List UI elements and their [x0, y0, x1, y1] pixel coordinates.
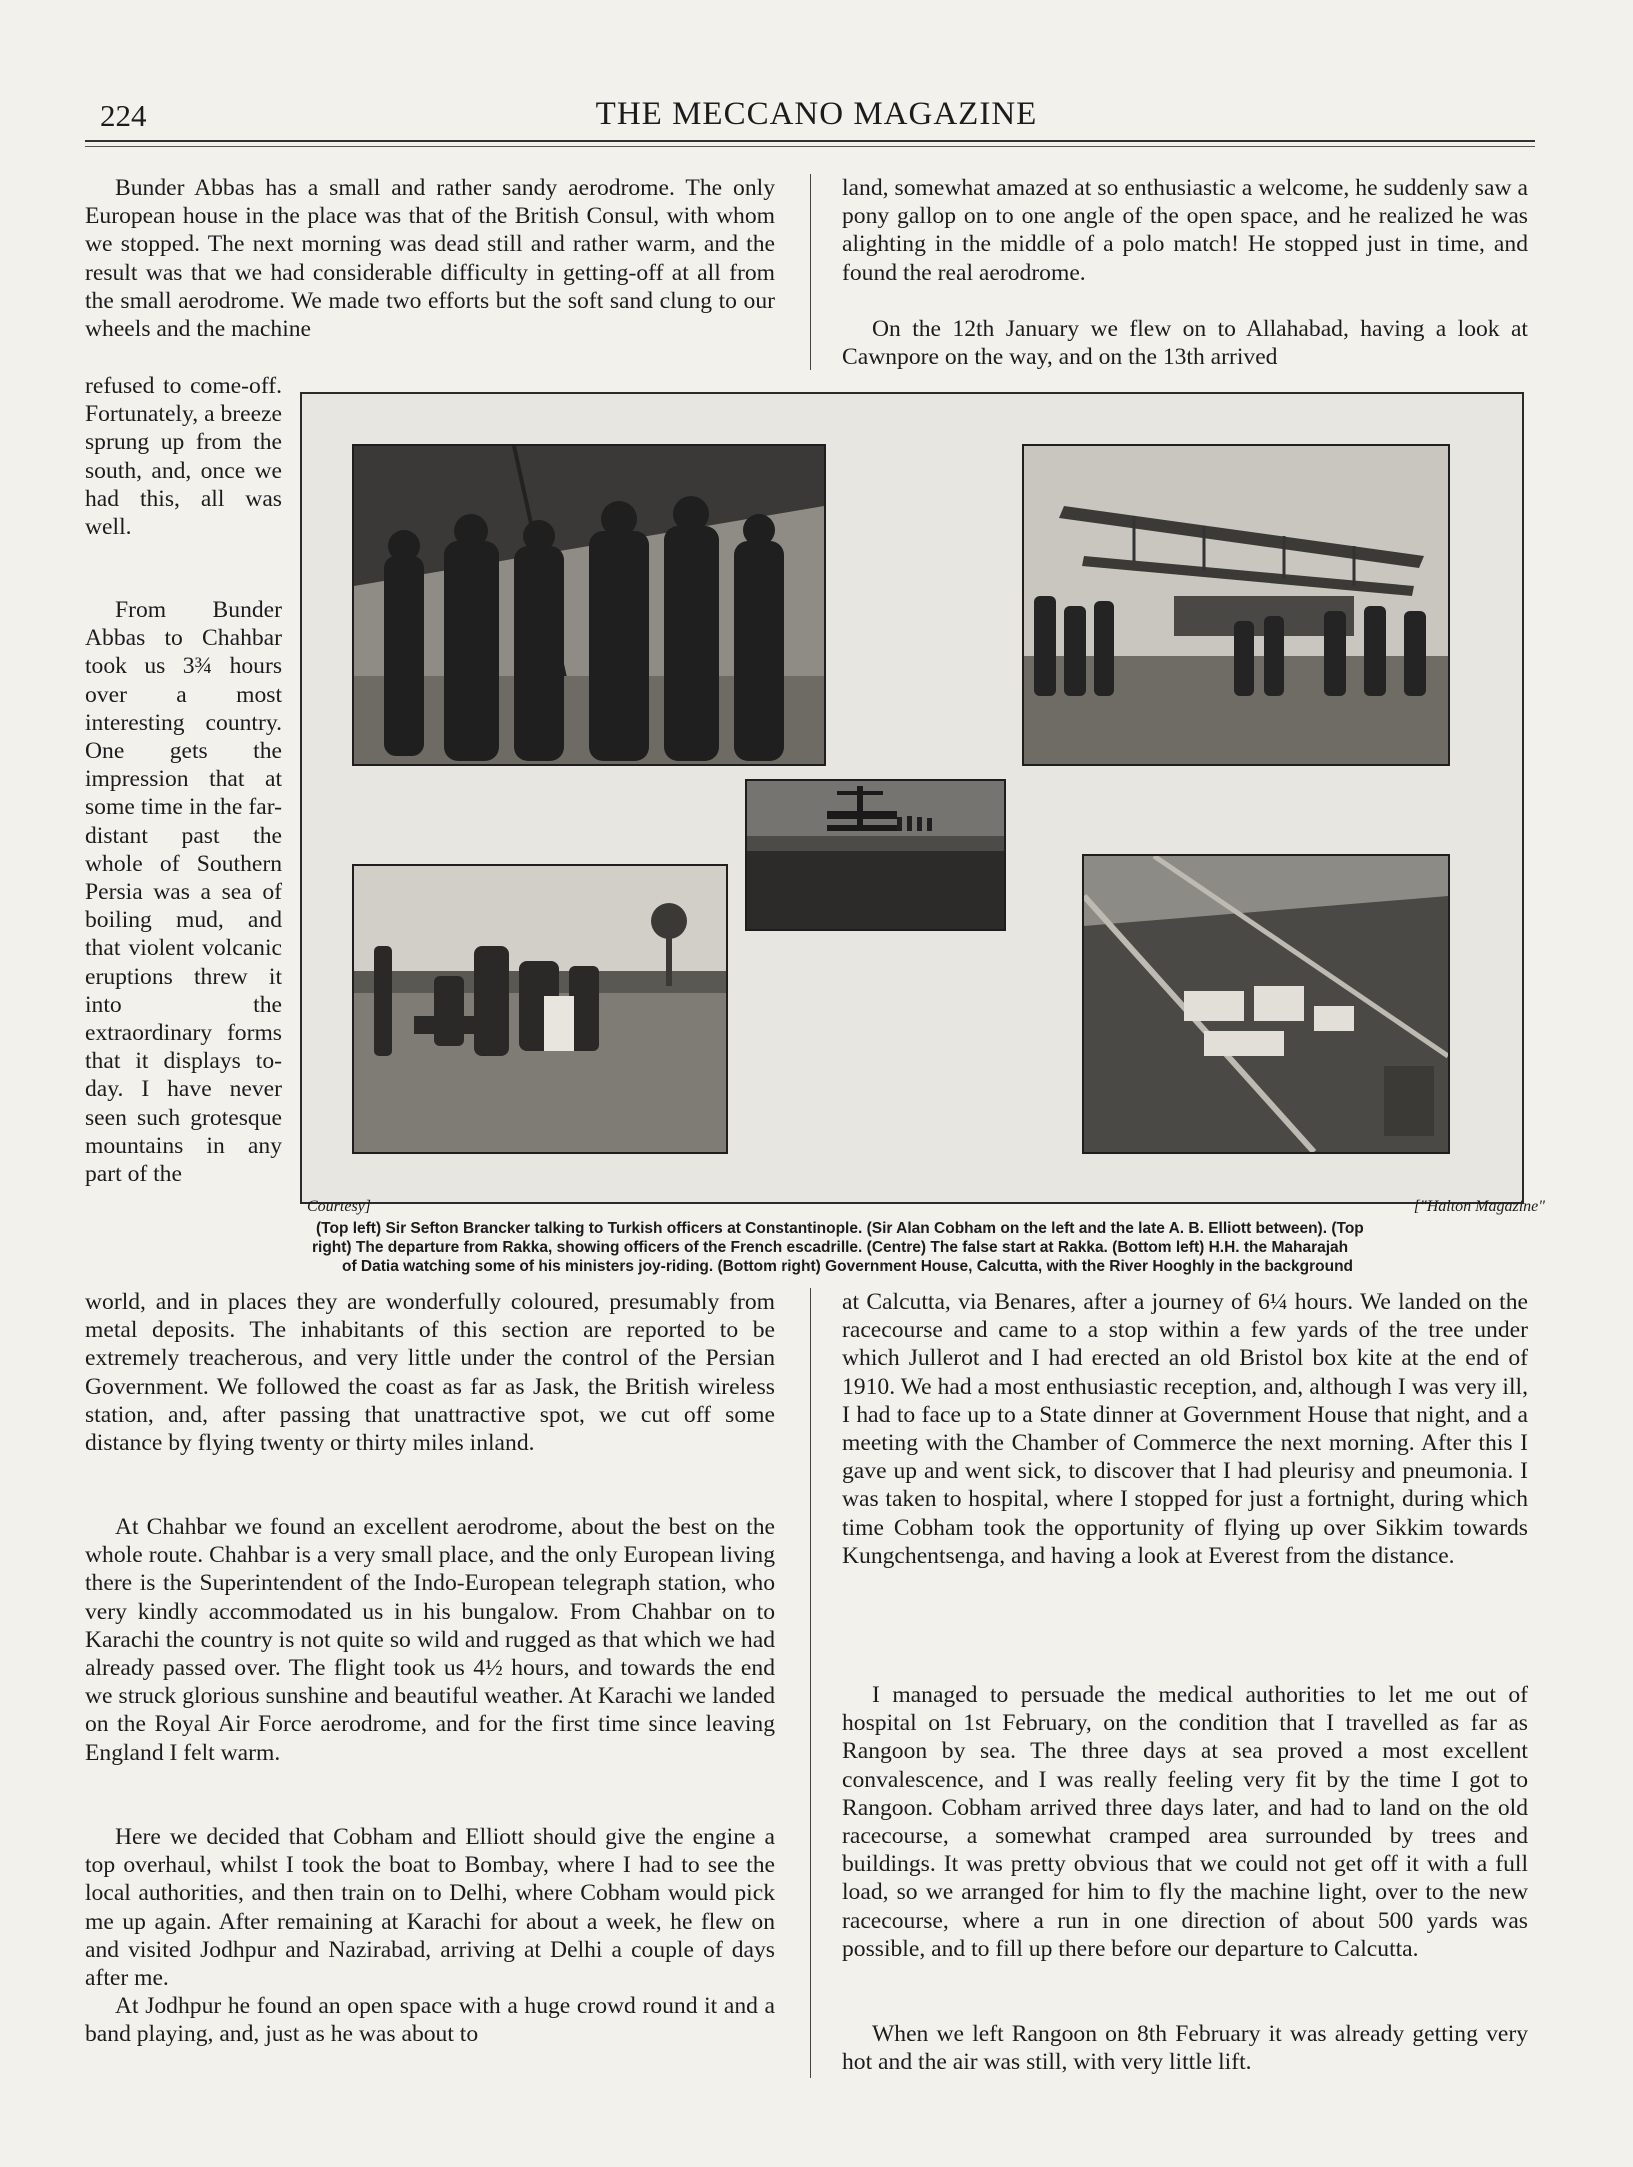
photo-maharajah-datia: [352, 864, 728, 1154]
paragraph-calcutta: at Calcutta, via Benares, after a journey of 6¼ hours. We landed on the racecourse and came to a stop within a few yards of the tree under which Jullerot and I had erected an old Bristol box kite at the end of 1910. We had a most enthusiastic reception, and, although I was very ill, I had to face up to a State dinner at Government House that night, and a meeting with the Chamber of Commerce the next morning. After this I gave up and went sick, to discover that I had pleurisy and pneumonia. I was taken to hospital, where I stopped for just a fortnight, during which time Cobham took the opportunity of flying up over Sikkim towards Kungchentsenga, and having a look at Everest from the distance.: [842, 1289, 1528, 1569]
photo-government-house-calcutta: [1082, 854, 1450, 1154]
photo-departure-rakka: [1022, 444, 1450, 766]
photo-credit-courtesy: Courtesy]: [307, 1198, 371, 1215]
paragraph-bunder-abbas: Bunder Abbas has a small and rather sandy aerodrome. The only European house in the place was that of the British Consul, with whom we stopped. The next morning was dead still and rather warm, and the result was that we had considerable difficulty in getting-off at all from the small aerodrome. We made two efforts but the soft sand clung to our wheels and the machine: [85, 175, 775, 343]
caption-line-1: (Top left) Sir Sefton Brancker talking to Turkish officers at Constantinople. (Sir Alan Cobham on the left and the late A. B. Elliott between). (Top: [316, 1220, 1364, 1237]
photo-collage: [300, 392, 1524, 1204]
header-rule: [85, 140, 1535, 142]
figure-caption: [312, 1219, 1522, 1276]
photo-credit-source: ["Halton Magazine": [1413, 1198, 1545, 1215]
paragraph-polo-match: land, somewhat amazed at so enthusiastic a welcome, he suddenly saw a pony gallop on to one angle of the open space, and he realized he was alighting in the middle of a polo match! He stopped just in time, and found the real aerodrome.: [842, 175, 1528, 286]
paragraph-chahbar-flight: From Bunder Abbas to Chahbar took us 3¾ hours over a most interesting country. One gets the impression that at some time in the far-distant past the whole of Southern Persia was a sea of boiling mud, and that violent volcanic eruptions threw it into the extraordinary forms that it displays to-day. I have never seen such grotesque mountains in any part of the: [85, 597, 282, 1188]
paragraph-karachi-overhaul: Here we decided that Cobham and Elliott should give the engine a top overhaul, whilst I took the boat to Bombay, where I had to see the local authorities, and then train on to Delhi, where Cobham would pick me up again. After remaining at Karachi for about a week, he flew on and visited Jodhpur and Nazirabad, arriving at Delhi a couple of days after me.: [85, 1824, 775, 1992]
paragraph-rangoon: I managed to persuade the medical authorities to let me out of hospital on 1st February, on the condition that I travelled as far as Rangoon by sea. The three days at sea proved a most excellent convalescence, and I was really feeling very fit by the time I got to Rangoon. Cobham arrived three days later, and had to land on the old racecourse, a somewhat cramped area surrounded by trees and buildings. It was pretty obvious that we could not get off it with a full load, so we arranged for him to fly the machine light, over to the new racecourse, where a run in one direction of about 500 yards was possible, and to fill up there before our departure to Calcutta.: [842, 1682, 1528, 1962]
column-divider-top: [810, 174, 811, 370]
caption-line-3: of Datia watching some of his ministers joy-riding. (Bottom right) Government House, Calcutta, with the River Hooghly in the background: [342, 1258, 1354, 1275]
paragraph-mountains: world, and in places they are wonderfully coloured, presumably from metal deposits. The inhabitants of this section are reported to be extremely treacherous, and very little under the control of the Persian Government. We followed the coast as far as Jask, the British wireless station, and, after passing that unattractive spot, we cut off some distance by flying twenty or thirty miles inland.: [85, 1289, 775, 1457]
header-rule-thin: [85, 146, 1535, 147]
caption-line-2: right) The departure from Rakka, showing officers of the French escadrille. (Centre) The false start at Rakka. (Bottom left) H.H. the Maharajah: [312, 1239, 1349, 1256]
column-divider-bottom: [810, 1288, 811, 2078]
page-number: 224: [100, 98, 147, 133]
paragraph-allahabad: On the 12th January we flew on to Allahabad, having a look at Cawnpore on the way, and on the 13th arrived: [842, 316, 1528, 371]
photo-false-start-rakka: [745, 779, 1006, 931]
paragraph-leaving-rangoon: When we left Rangoon on 8th February it was already getting very hot and the air was still, with very little lift.: [842, 2021, 1528, 2076]
paragraph-jodhpur: At Jodhpur he found an open space with a huge crowd round it and a band playing, and, just as he was about to: [85, 1993, 775, 2048]
photo-officers-constantinople: [352, 444, 826, 766]
magazine-title: THE MECCANO MAGAZINE: [595, 96, 1038, 132]
paragraph-chahbar-aerodrome: At Chahbar we found an excellent aerodrome, about the best on the whole route. Chahbar is a very small place, and the only European living there is the Superintendent of the Indo-European telegraph station, who very kindly accommodated us in his bungalow. From Chahbar on to Karachi the country is not quite so wild and rugged as that which we had already passed over. The flight took us 4½ hours, and towards the end we struck glorious sunshine and beautiful weather. At Karachi we landed on the Royal Air Force aerodrome, and for the first time since leaving England I felt warm.: [85, 1514, 775, 1766]
paragraph-refused-takeoff: refused to come-off. Fortunately, a breeze sprung up from the south, and, once we had this, all was well.: [85, 373, 282, 541]
